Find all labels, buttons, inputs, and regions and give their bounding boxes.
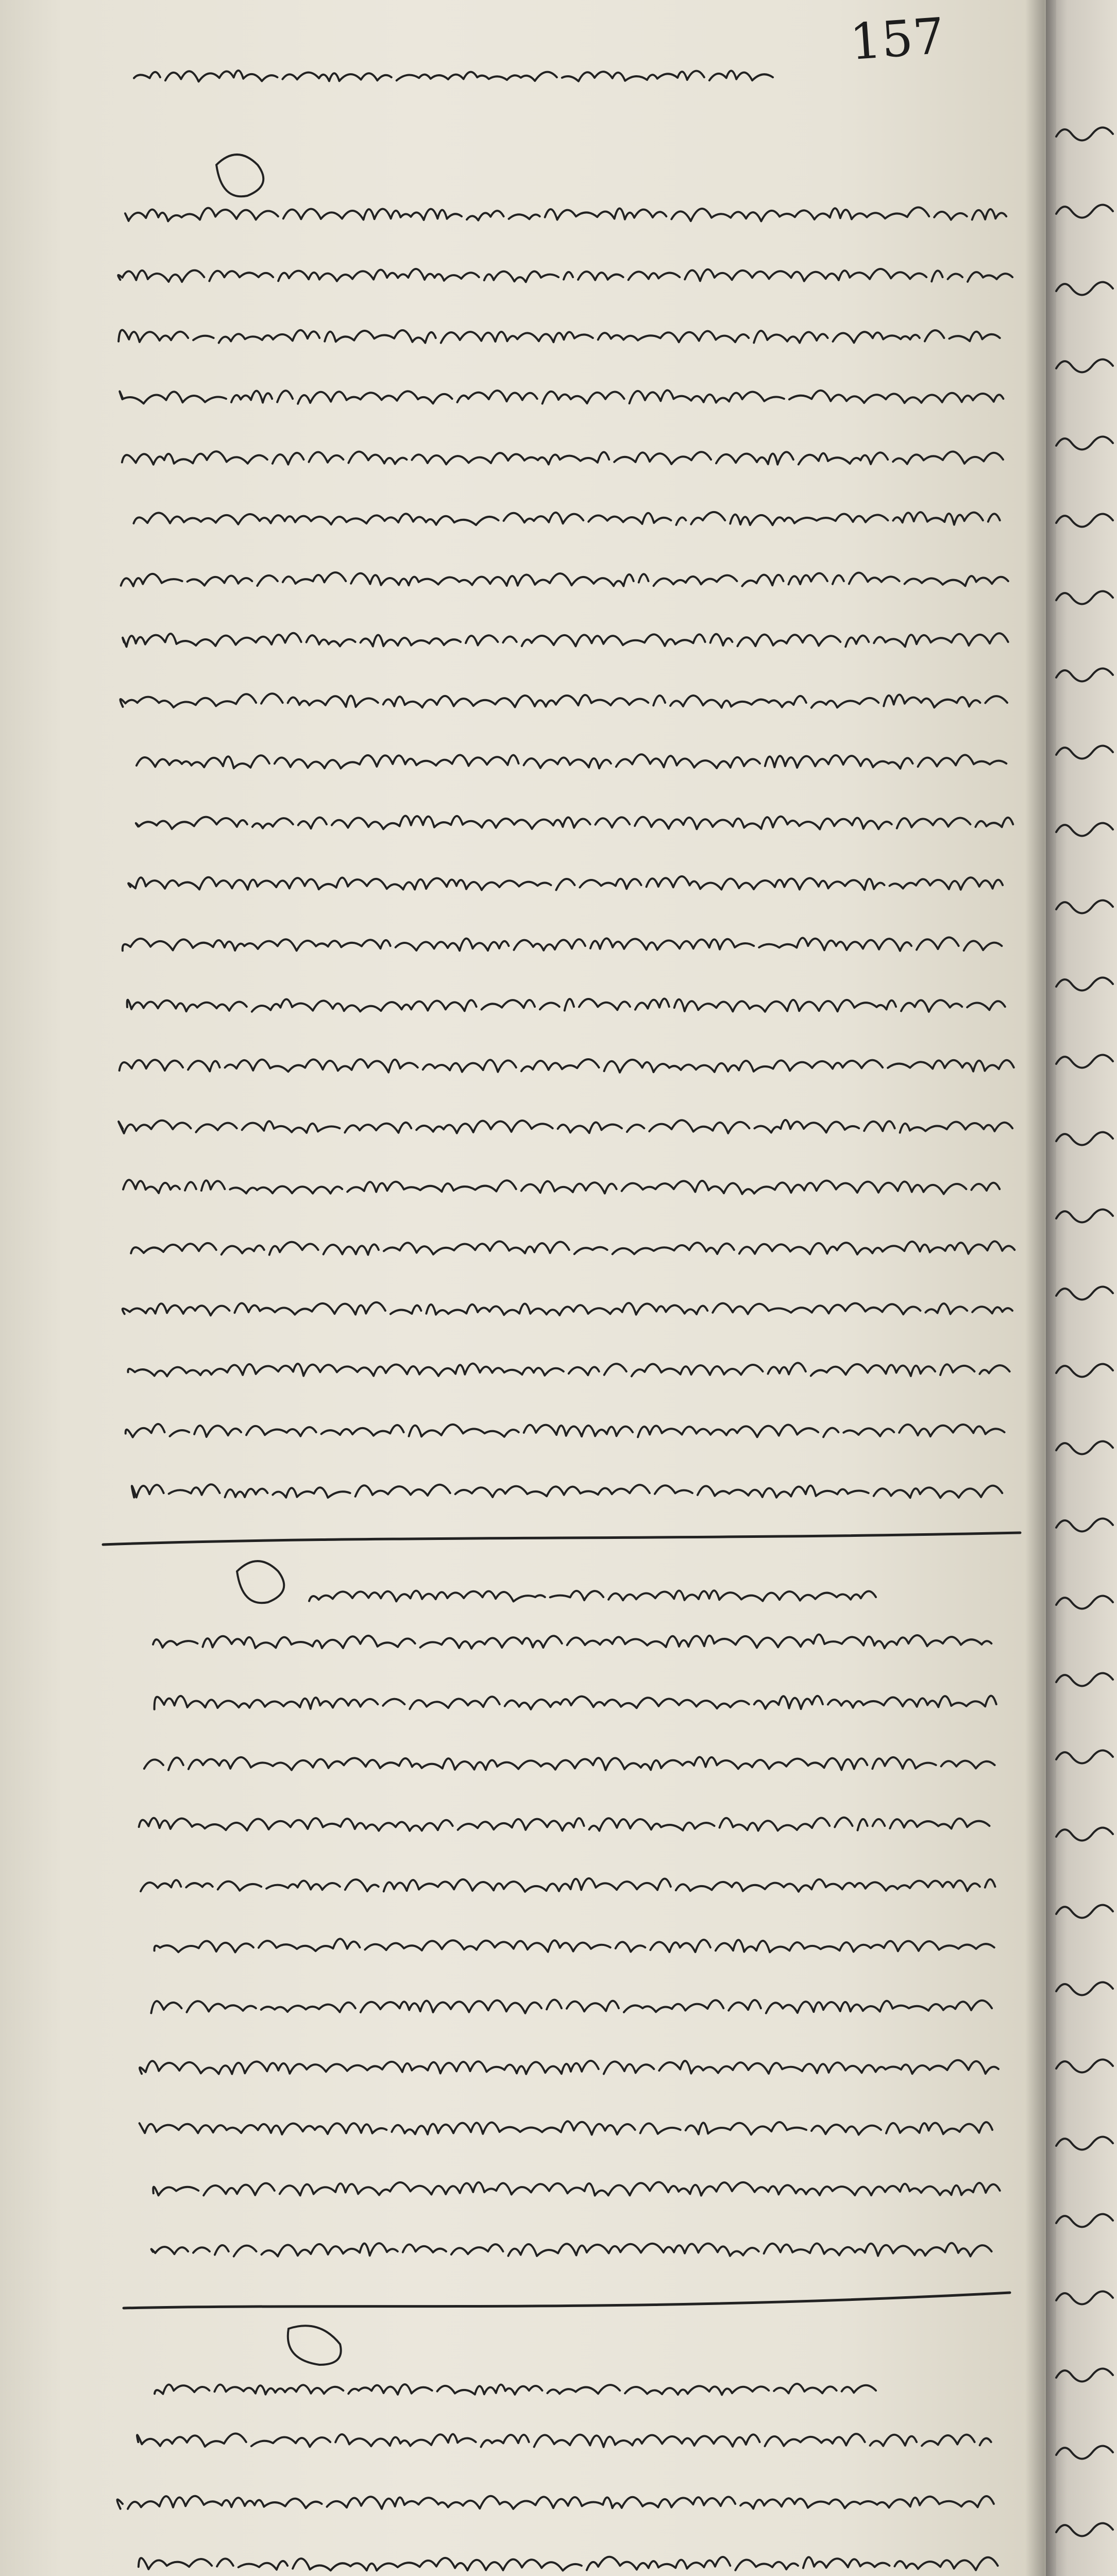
dividers — [103, 1533, 1020, 2308]
script-line-19 — [128, 1363, 1009, 1376]
facing-script-mark — [1056, 2292, 1113, 2304]
script-line-11 — [128, 876, 1003, 890]
folio-number: 157 — [848, 7, 946, 72]
facing-script-mark — [1056, 1287, 1113, 1300]
script-line-25 — [139, 1818, 990, 1831]
facing-script-mark — [1056, 205, 1113, 218]
script-line-4 — [122, 451, 1003, 464]
script-line-33 — [137, 2433, 991, 2447]
script-line-17 — [131, 1241, 1014, 1255]
script-line-5 — [133, 512, 1000, 525]
heading-line-2 — [309, 1590, 876, 1601]
facing-script-mark — [1056, 128, 1113, 141]
script-line-8 — [120, 693, 1007, 707]
facing-script-mark — [1056, 591, 1113, 604]
facing-script-mark — [1056, 437, 1113, 450]
seal-mark-1 — [216, 155, 263, 196]
script-line-10 — [136, 816, 1013, 829]
facing-script-mark — [1056, 1210, 1113, 1223]
script-line-31 — [153, 2182, 1000, 2196]
script-line-15 — [119, 1120, 1012, 1133]
facing-script-mark — [1056, 746, 1113, 759]
script-line-34 — [117, 2496, 993, 2509]
seal-marks — [216, 155, 341, 2365]
facing-page-script — [1056, 128, 1113, 2576]
script-line-13 — [127, 998, 1005, 1011]
facing-script-mark — [1056, 360, 1113, 372]
script-line-14 — [120, 1059, 1014, 1073]
script-line-30 — [140, 2121, 992, 2134]
facing-script-mark — [1056, 282, 1113, 295]
script-line-3 — [117, 390, 1003, 403]
facing-script-mark — [1056, 1364, 1113, 1377]
script-line-7 — [123, 633, 1008, 647]
script-line-29 — [137, 2060, 998, 2074]
facing-script-mark — [1056, 1519, 1113, 1532]
facing-script-mark — [1056, 1751, 1113, 1764]
facing-script-mark — [1056, 1596, 1113, 1609]
divider-line-2 — [124, 2293, 1010, 2308]
script-line-1 — [118, 269, 1012, 282]
title-line — [134, 71, 773, 81]
script-line-2 — [119, 330, 1000, 343]
facing-script-mark — [1056, 2214, 1113, 2227]
divider-line-1 — [103, 1533, 1020, 1545]
handwritten-lines — [116, 71, 1015, 2576]
facing-script-mark — [1056, 2446, 1113, 2459]
script-line-27 — [155, 1939, 994, 1952]
seal-mark-2 — [237, 1561, 284, 1603]
script-line-20 — [126, 1424, 1005, 1437]
script-line-21 — [132, 1484, 1002, 1498]
facing-script-mark — [1056, 823, 1113, 836]
facing-script-mark — [1056, 978, 1113, 991]
facing-script-mark — [1056, 669, 1113, 682]
script-line-22 — [153, 1635, 991, 1649]
facing-script-mark — [1056, 2060, 1113, 2073]
script-line-0 — [125, 207, 1006, 221]
facing-script-mark — [1056, 514, 1113, 527]
script-line-23 — [155, 1696, 996, 1709]
facing-script-mark — [1056, 2369, 1113, 2382]
facing-script-mark — [1056, 1828, 1113, 1841]
seal-mark-3 — [288, 2326, 341, 2365]
script-line-9 — [137, 754, 1006, 769]
script-line-32 — [151, 2243, 992, 2257]
facing-script-mark — [1056, 1905, 1113, 1918]
script-line-35 — [139, 2557, 998, 2571]
facing-script-mark — [1056, 2523, 1113, 2536]
facing-script-mark — [1056, 901, 1113, 913]
facing-script-mark — [1056, 1442, 1113, 1454]
script-line-24 — [139, 1757, 995, 1770]
facing-script-mark — [1056, 1982, 1113, 1995]
script-line-18 — [123, 1302, 1012, 1315]
script-line-12 — [117, 938, 1002, 951]
facing-script-mark — [1056, 1673, 1113, 1686]
script-line-28 — [151, 1999, 992, 2013]
script-line-26 — [136, 1878, 995, 1892]
script-line-16 — [123, 1180, 1000, 1194]
facing-script-mark — [1056, 1132, 1113, 1145]
heading-line-3 — [155, 2384, 876, 2395]
facing-script-mark — [1056, 1055, 1113, 1068]
script-line-6 — [116, 572, 1008, 586]
facing-script-mark — [1056, 2137, 1113, 2150]
